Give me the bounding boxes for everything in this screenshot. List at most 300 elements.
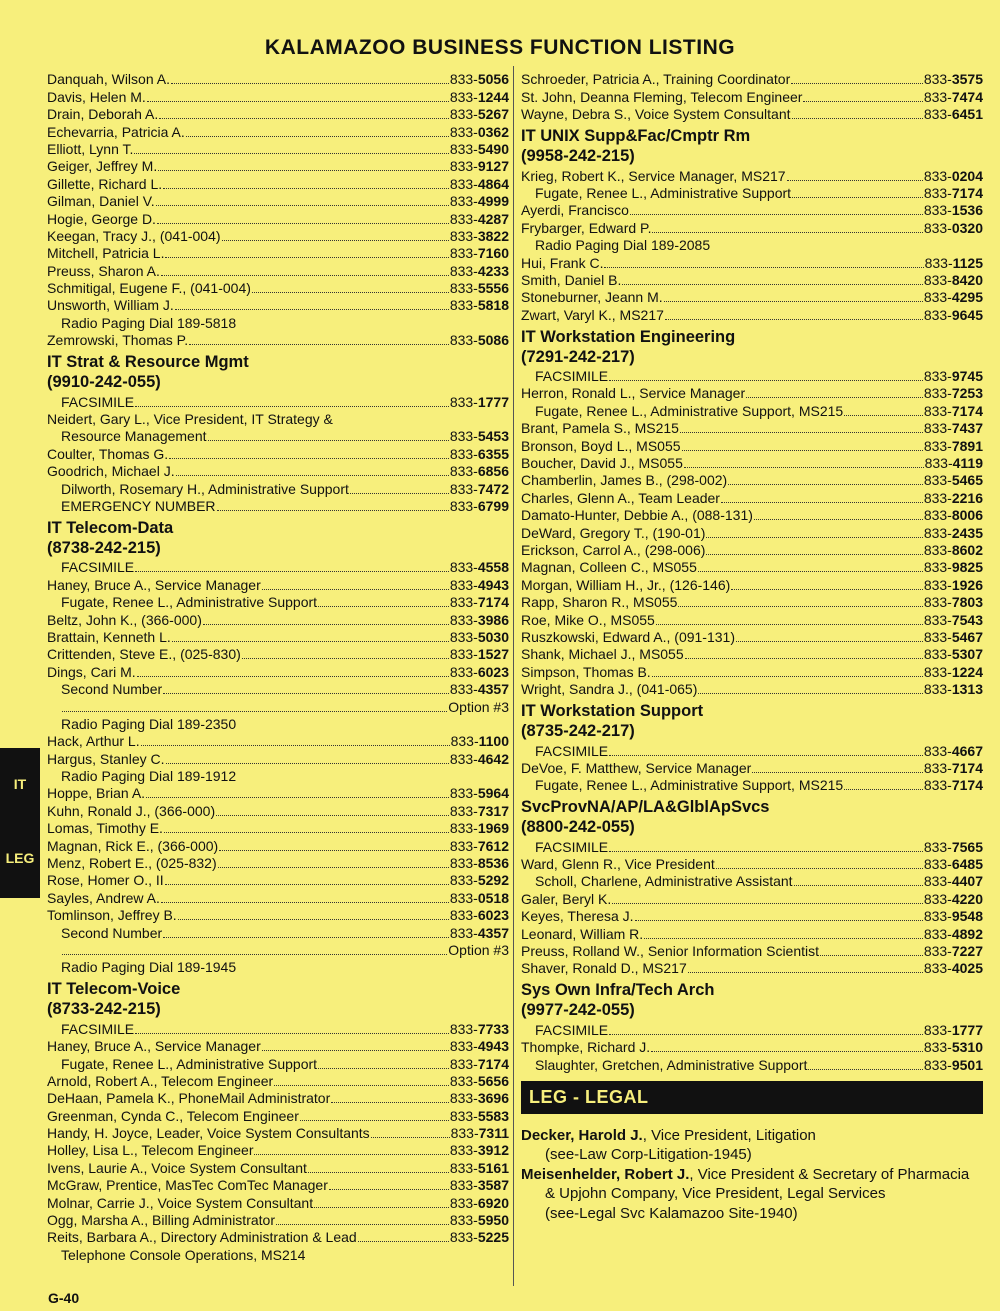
phone-extension: 0362 bbox=[477, 123, 509, 140]
entry-name: Scholl, Charlene, Administrative Assistant bbox=[535, 873, 793, 890]
entry-note: Radio Paging Dial 189-5818 bbox=[61, 314, 237, 331]
table-row bbox=[47, 784, 509, 801]
entry-name: FACSIMILE bbox=[61, 393, 135, 410]
entry-name: Arnold, Robert A., Telecom Engineer bbox=[47, 1072, 274, 1089]
phone-number bbox=[450, 1229, 509, 1245]
phone-number bbox=[924, 542, 983, 558]
dot-leader bbox=[329, 1188, 449, 1190]
phone-prefix: 833- bbox=[923, 663, 952, 680]
phone-extension: 9548 bbox=[951, 908, 983, 925]
phone-number bbox=[450, 1212, 509, 1228]
table-row bbox=[47, 296, 509, 313]
dot-leader bbox=[274, 1084, 449, 1086]
phone-prefix: 833- bbox=[923, 507, 952, 524]
phone-extension: 5467 bbox=[951, 628, 983, 645]
table-row bbox=[47, 392, 509, 409]
dot-leader bbox=[219, 849, 449, 851]
dot-leader bbox=[156, 204, 449, 206]
entry-name: Schroeder, Patricia A., Training Coordinator bbox=[521, 71, 791, 88]
phone-prefix: 833- bbox=[923, 925, 952, 942]
table-row bbox=[521, 506, 983, 523]
legal-entry bbox=[521, 1126, 983, 1165]
phone-extension: 4119 bbox=[952, 455, 983, 472]
phone-number bbox=[450, 106, 509, 122]
phone-number bbox=[450, 428, 509, 444]
phone-extension: 3587 bbox=[477, 1177, 509, 1194]
phone-extension: 7543 bbox=[951, 611, 983, 628]
dot-leader bbox=[682, 449, 923, 451]
table-row bbox=[47, 610, 509, 627]
phone-extension: 5490 bbox=[477, 140, 509, 157]
phone-prefix: 833- bbox=[923, 202, 952, 219]
phone-extension: 5656 bbox=[477, 1072, 509, 1089]
table-row bbox=[47, 462, 509, 479]
phone-prefix: 833- bbox=[449, 628, 478, 645]
entry-note: Radio Paging Dial 189-2350 bbox=[61, 715, 237, 732]
entry-name: Erickson, Carrol A., (298-006) bbox=[521, 541, 706, 558]
table-row bbox=[521, 271, 983, 288]
entry-name: Menz, Robert E., (025-832) bbox=[47, 855, 217, 872]
entry-name: Leonard, William R. bbox=[521, 925, 644, 942]
table-row bbox=[521, 105, 983, 122]
legal-entry-subline: (see-Legal Svc Kalamazoo Site-1940) bbox=[545, 1204, 798, 1222]
phone-prefix: 833- bbox=[923, 576, 952, 593]
dot-leader bbox=[308, 1171, 449, 1173]
table-row bbox=[521, 166, 983, 183]
phone-number bbox=[450, 176, 509, 192]
phone-number bbox=[451, 733, 509, 749]
table-row bbox=[521, 218, 983, 235]
entry-name: Ivens, Laurie A., Voice System Consultant bbox=[47, 1159, 307, 1176]
entry-name: Wright, Sandra J., (041-065) bbox=[521, 681, 698, 698]
phone-number bbox=[448, 699, 509, 715]
phone-prefix: 833- bbox=[449, 1107, 478, 1124]
dot-leader bbox=[254, 1153, 448, 1155]
dot-leader bbox=[644, 937, 923, 939]
phone-number bbox=[450, 1142, 509, 1158]
phone-number bbox=[450, 838, 509, 854]
phone-prefix: 833- bbox=[449, 497, 478, 514]
entry-name: Shank, Michael J., MS055 bbox=[521, 646, 684, 663]
side-index-tab bbox=[0, 748, 40, 898]
entry-name: Magnan, Colleen C., MS055 bbox=[521, 559, 697, 576]
phone-prefix: 833- bbox=[449, 559, 478, 576]
legal-entry-subline: & Upjohn Company, Vice President, Legal Services bbox=[545, 1185, 886, 1203]
dot-leader bbox=[208, 439, 449, 441]
dot-leader bbox=[147, 100, 449, 102]
dot-leader bbox=[635, 919, 923, 921]
dot-leader bbox=[698, 692, 922, 694]
phone-extension: 4357 bbox=[477, 924, 509, 941]
phone-number bbox=[924, 612, 983, 628]
phone-extension: 2216 bbox=[951, 489, 983, 506]
phone-prefix: 833- bbox=[449, 332, 478, 349]
entry-name: Fugate, Renee L., Administrative Support, MS215 bbox=[535, 402, 844, 419]
table-row bbox=[47, 1158, 509, 1175]
table-row bbox=[521, 558, 983, 575]
phone-number bbox=[450, 332, 509, 348]
entry-name: Elliott, Lynn T. bbox=[47, 140, 134, 157]
table-row bbox=[521, 523, 983, 540]
phone-number bbox=[450, 1195, 509, 1211]
entry-name: Brant, Pamela S., MS215 bbox=[521, 420, 679, 437]
phone-number bbox=[450, 925, 509, 941]
phone-prefix: 833- bbox=[449, 1038, 478, 1055]
dot-leader bbox=[622, 283, 922, 285]
entry-name: McGraw, Prentice, MasTec ComTec Manager bbox=[47, 1177, 328, 1194]
phone-prefix: 833- bbox=[923, 71, 952, 88]
phone-prefix: 833- bbox=[449, 889, 478, 906]
phone-number bbox=[924, 646, 983, 662]
phone-prefix: 833- bbox=[923, 1039, 952, 1056]
table-row bbox=[47, 680, 509, 697]
table-row bbox=[521, 610, 983, 627]
entry-name: Magnan, Rick E., (366-000) bbox=[47, 837, 219, 854]
table-row bbox=[521, 907, 983, 924]
phone-extension: 3912 bbox=[477, 1142, 509, 1159]
phone-prefix: 833- bbox=[450, 733, 479, 750]
entry-name: Wayne, Debra S., Voice System Consultant bbox=[521, 106, 791, 123]
phone-prefix: 833- bbox=[449, 193, 478, 210]
dot-leader bbox=[731, 588, 923, 590]
entry-name: Davis, Helen M. bbox=[47, 88, 146, 105]
phone-extension: 0518 bbox=[477, 889, 509, 906]
phone-prefix: 833- bbox=[449, 123, 478, 140]
dot-leader bbox=[161, 274, 449, 276]
phone-prefix: 833- bbox=[449, 428, 478, 445]
table-row bbox=[47, 1054, 509, 1071]
entry-name: Drain, Deborah A. bbox=[47, 106, 159, 123]
phone-number bbox=[450, 71, 509, 87]
phone-extension: 4943 bbox=[477, 576, 509, 593]
table-row bbox=[521, 593, 983, 610]
entry-name: Chamberlin, James B., (298-002) bbox=[521, 472, 728, 489]
table-row bbox=[47, 209, 509, 226]
table-row bbox=[521, 488, 983, 505]
phone-number bbox=[924, 629, 983, 645]
dot-leader bbox=[262, 1049, 449, 1051]
table-row bbox=[47, 854, 509, 871]
entry-name: Mitchell, Patricia L. bbox=[47, 245, 165, 262]
entry-note: Telephone Console Operations, MS214 bbox=[61, 1246, 306, 1263]
entry-name: Frybarger, Edward P. bbox=[521, 219, 652, 236]
phone-prefix: 833- bbox=[449, 463, 478, 480]
phone-number bbox=[924, 664, 983, 680]
phone-prefix: 833- bbox=[449, 1142, 478, 1159]
phone-number bbox=[450, 751, 509, 767]
dot-leader bbox=[176, 474, 449, 476]
table-row bbox=[47, 888, 509, 905]
phone-extension: 7565 bbox=[951, 838, 983, 855]
phone-number bbox=[450, 1177, 509, 1193]
phone-prefix: Option #3 bbox=[448, 698, 509, 715]
dot-leader bbox=[721, 501, 923, 503]
entry-name: Charles, Glenn A., Team Leader bbox=[521, 489, 720, 506]
phone-number bbox=[450, 158, 509, 174]
dot-leader bbox=[314, 1206, 449, 1208]
phone-prefix: 833- bbox=[449, 88, 478, 105]
phone-number bbox=[450, 907, 509, 923]
section-heading: IT UNIX Supp&Fac/Cmptr Rm bbox=[521, 127, 751, 146]
phone-prefix: 833- bbox=[449, 1212, 478, 1229]
phone-prefix: 833- bbox=[923, 368, 952, 385]
entry-name: Sayles, Andrew A. bbox=[47, 889, 160, 906]
table-row bbox=[47, 479, 509, 496]
legal-entry-title: , Vice President & Secretary of Pharmacia bbox=[689, 1165, 970, 1183]
entry-note: Neidert, Gary L., Vice President, IT Strategy & bbox=[47, 411, 333, 428]
table-row bbox=[47, 1072, 509, 1089]
phone-prefix: 833- bbox=[449, 594, 478, 611]
phone-number bbox=[924, 1057, 983, 1073]
table-row bbox=[47, 192, 509, 209]
section-heading: (8735-242-217) bbox=[521, 722, 635, 741]
entry-name: Beltz, John K., (366-000) bbox=[47, 611, 202, 628]
phone-prefix: 833- bbox=[923, 289, 952, 306]
table-row bbox=[47, 1124, 509, 1141]
phone-number bbox=[450, 785, 509, 801]
dot-leader bbox=[222, 239, 449, 241]
table-row bbox=[47, 122, 509, 139]
phone-number bbox=[450, 245, 509, 261]
entry-name: Hack, Arthur L. bbox=[47, 733, 140, 750]
phone-extension: 4295 bbox=[951, 289, 983, 306]
dot-leader bbox=[163, 936, 449, 938]
dot-leader bbox=[706, 553, 922, 555]
table-row bbox=[47, 1141, 509, 1158]
phone-number bbox=[924, 289, 983, 305]
entry-name: Keyes, Theresa J. bbox=[521, 908, 634, 925]
phone-extension: 4943 bbox=[477, 1038, 509, 1055]
dot-leader bbox=[820, 954, 923, 956]
phone-number bbox=[450, 612, 509, 628]
phone-number bbox=[924, 594, 983, 610]
phone-prefix: 833- bbox=[923, 681, 952, 698]
entry-name: Smith, Daniel B. bbox=[521, 271, 622, 288]
phone-prefix: 833- bbox=[449, 646, 478, 663]
phone-extension: 4357 bbox=[477, 681, 509, 698]
phone-extension: 5310 bbox=[951, 1039, 983, 1056]
entry-name: Boucher, David J., MS055 bbox=[521, 455, 683, 472]
phone-prefix: 833- bbox=[923, 306, 952, 323]
phone-prefix: 833- bbox=[449, 576, 478, 593]
entry-name: Ogg, Marsha A., Billing Administrator bbox=[47, 1212, 275, 1229]
dot-leader bbox=[609, 850, 923, 852]
dot-leader bbox=[652, 231, 922, 233]
phone-prefix: 833- bbox=[923, 420, 952, 437]
phone-extension: 7803 bbox=[951, 594, 983, 611]
phone-prefix: 833- bbox=[449, 297, 478, 314]
table-row bbox=[521, 288, 983, 305]
dot-leader bbox=[62, 953, 447, 955]
dot-leader bbox=[754, 518, 923, 520]
phone-extension: 1313 bbox=[951, 681, 983, 698]
phone-extension: 7311 bbox=[478, 1125, 509, 1142]
phone-number bbox=[450, 228, 509, 244]
phone-extension: 5583 bbox=[477, 1107, 509, 1124]
entry-name: Gilman, Daniel V. bbox=[47, 193, 155, 210]
table-row bbox=[521, 741, 983, 758]
table-row bbox=[47, 1228, 509, 1245]
entry-name: Fugate, Renee L., Administrative Support bbox=[61, 594, 318, 611]
table-row bbox=[521, 1020, 983, 1037]
dot-leader bbox=[135, 1032, 449, 1034]
phone-number bbox=[450, 89, 509, 105]
table-row bbox=[47, 1211, 509, 1228]
phone-number bbox=[924, 908, 983, 924]
page-title: KALAMAZOO BUSINESS FUNCTION LISTING bbox=[264, 36, 736, 59]
phone-prefix: 833- bbox=[449, 837, 478, 854]
dot-leader bbox=[218, 866, 449, 868]
table-row bbox=[47, 575, 509, 592]
entry-name: Zemrowski, Thomas P. bbox=[47, 332, 189, 349]
phone-number bbox=[924, 403, 983, 419]
dot-leader bbox=[189, 343, 449, 345]
dot-leader bbox=[684, 466, 924, 468]
phone-extension: 1536 bbox=[951, 202, 983, 219]
phone-prefix: 833- bbox=[923, 908, 952, 925]
phone-number bbox=[924, 559, 983, 575]
legal-entry-subline: (see-Law Corp-Litigation-1945) bbox=[545, 1146, 752, 1164]
phone-extension: 9127 bbox=[477, 158, 509, 175]
entry-name: FACSIMILE bbox=[535, 1021, 609, 1038]
dot-leader bbox=[169, 457, 449, 459]
phone-prefix: 833- bbox=[449, 785, 478, 802]
entry-name: Preuss, Sharon A. bbox=[47, 262, 160, 279]
phone-prefix: 833- bbox=[449, 1177, 478, 1194]
phone-prefix: 833- bbox=[923, 524, 952, 541]
phone-extension: 9745 bbox=[951, 368, 983, 385]
phone-number bbox=[924, 777, 983, 793]
phone-number bbox=[924, 743, 983, 759]
dot-leader bbox=[318, 1067, 449, 1069]
phone-prefix: 833- bbox=[449, 924, 478, 941]
section-heading: (9977-242-055) bbox=[521, 1001, 635, 1020]
table-row bbox=[47, 174, 509, 191]
phone-number bbox=[924, 420, 983, 436]
dot-leader bbox=[163, 187, 449, 189]
phone-number bbox=[450, 664, 509, 680]
phone-prefix: 833- bbox=[923, 271, 952, 288]
phone-extension: 5086 bbox=[477, 332, 509, 349]
phone-prefix: 833- bbox=[923, 628, 952, 645]
phone-number bbox=[924, 856, 983, 872]
entry-name: FACSIMILE bbox=[61, 559, 135, 576]
phone-extension: 6023 bbox=[477, 907, 509, 924]
dot-leader bbox=[803, 100, 922, 102]
phone-prefix: 833- bbox=[923, 106, 952, 123]
phone-extension: 0204 bbox=[951, 167, 983, 184]
entry-name: Preuss, Rolland W., Senior Information Scientist bbox=[521, 943, 820, 960]
phone-extension: 3822 bbox=[477, 227, 509, 244]
phone-number bbox=[450, 646, 509, 662]
dot-leader bbox=[134, 152, 448, 154]
phone-prefix: 833- bbox=[923, 646, 952, 663]
dot-leader bbox=[186, 135, 449, 137]
dot-leader bbox=[609, 1033, 923, 1035]
phone-extension: 9501 bbox=[951, 1056, 983, 1073]
phone-extension: 3696 bbox=[477, 1090, 509, 1107]
phone-extension: 1777 bbox=[951, 1021, 983, 1038]
entry-name: Ruszkowski, Edward A., (091-131) bbox=[521, 628, 735, 645]
entry-name: Fugate, Renee L., Administrative Support bbox=[535, 184, 792, 201]
phone-extension: 4233 bbox=[477, 262, 509, 279]
phone-prefix: 833- bbox=[923, 943, 952, 960]
phone-prefix: 833- bbox=[449, 445, 478, 462]
phone-number bbox=[924, 960, 983, 976]
phone-prefix: 833- bbox=[923, 184, 952, 201]
entry-note: Radio Paging Dial 189-1912 bbox=[61, 768, 237, 785]
column-divider bbox=[513, 66, 514, 1286]
table-row bbox=[47, 941, 509, 958]
phone-number bbox=[450, 263, 509, 279]
phone-prefix: 833- bbox=[449, 1090, 478, 1107]
entry-name: Morgan, William H., Jr., (126-146) bbox=[521, 576, 731, 593]
page-number: G-40 bbox=[48, 1290, 80, 1306]
phone-prefix: 833- bbox=[450, 1125, 479, 1142]
entry-name: Slaughter, Gretchen, Administrative Support bbox=[535, 1056, 808, 1073]
phone-extension: 5453 bbox=[477, 428, 509, 445]
phone-number bbox=[450, 1090, 509, 1106]
entry-name: Molnar, Carrie J., Voice System Consultant bbox=[47, 1194, 314, 1211]
phone-extension: 9645 bbox=[951, 306, 983, 323]
phone-number bbox=[450, 1038, 509, 1054]
phone-extension: 7474 bbox=[951, 88, 983, 105]
phone-prefix: 833- bbox=[449, 1194, 478, 1211]
phone-number bbox=[924, 873, 983, 889]
table-row bbox=[521, 305, 983, 322]
entry-name: Kuhn, Ronald J., (366-000) bbox=[47, 802, 216, 819]
entry-name: Damato-Hunter, Debbie A., (088-131) bbox=[521, 507, 753, 524]
dot-leader bbox=[604, 266, 923, 268]
dot-leader bbox=[146, 796, 449, 798]
phone-number bbox=[924, 577, 983, 593]
phone-prefix: 833- bbox=[449, 802, 478, 819]
phone-prefix: 833- bbox=[449, 663, 478, 680]
phone-extension: 4864 bbox=[477, 175, 509, 192]
phone-number bbox=[924, 168, 983, 184]
table-row bbox=[47, 906, 509, 923]
phone-number bbox=[450, 855, 509, 871]
phone-prefix: 833- bbox=[923, 856, 952, 873]
phone-extension: 0320 bbox=[951, 219, 983, 236]
dot-leader bbox=[141, 744, 450, 746]
phone-prefix: 833- bbox=[449, 750, 478, 767]
phone-number bbox=[450, 297, 509, 313]
phone-number bbox=[450, 594, 509, 610]
phone-number bbox=[450, 890, 509, 906]
table-row bbox=[521, 1055, 983, 1072]
table-row bbox=[47, 261, 509, 278]
phone-prefix: 833- bbox=[923, 402, 952, 419]
phone-extension: 6451 bbox=[951, 106, 983, 123]
table-row bbox=[521, 628, 983, 645]
table-row bbox=[47, 227, 509, 244]
entry-name: Stoneburner, Jeann M. bbox=[521, 289, 663, 306]
table-row bbox=[521, 889, 983, 906]
dot-leader bbox=[609, 754, 923, 756]
phone-number bbox=[924, 1039, 983, 1055]
phone-number bbox=[924, 368, 983, 384]
phone-extension: 4220 bbox=[951, 890, 983, 907]
dot-leader bbox=[158, 169, 449, 171]
phone-number bbox=[450, 1021, 509, 1037]
phone-extension: 7174 bbox=[951, 402, 983, 419]
phone-number bbox=[924, 220, 983, 236]
table-row bbox=[47, 697, 509, 714]
table-row bbox=[521, 70, 983, 87]
entry-name: Holley, Lisa L., Telecom Engineer bbox=[47, 1142, 254, 1159]
phone-extension: 1100 bbox=[478, 733, 509, 750]
